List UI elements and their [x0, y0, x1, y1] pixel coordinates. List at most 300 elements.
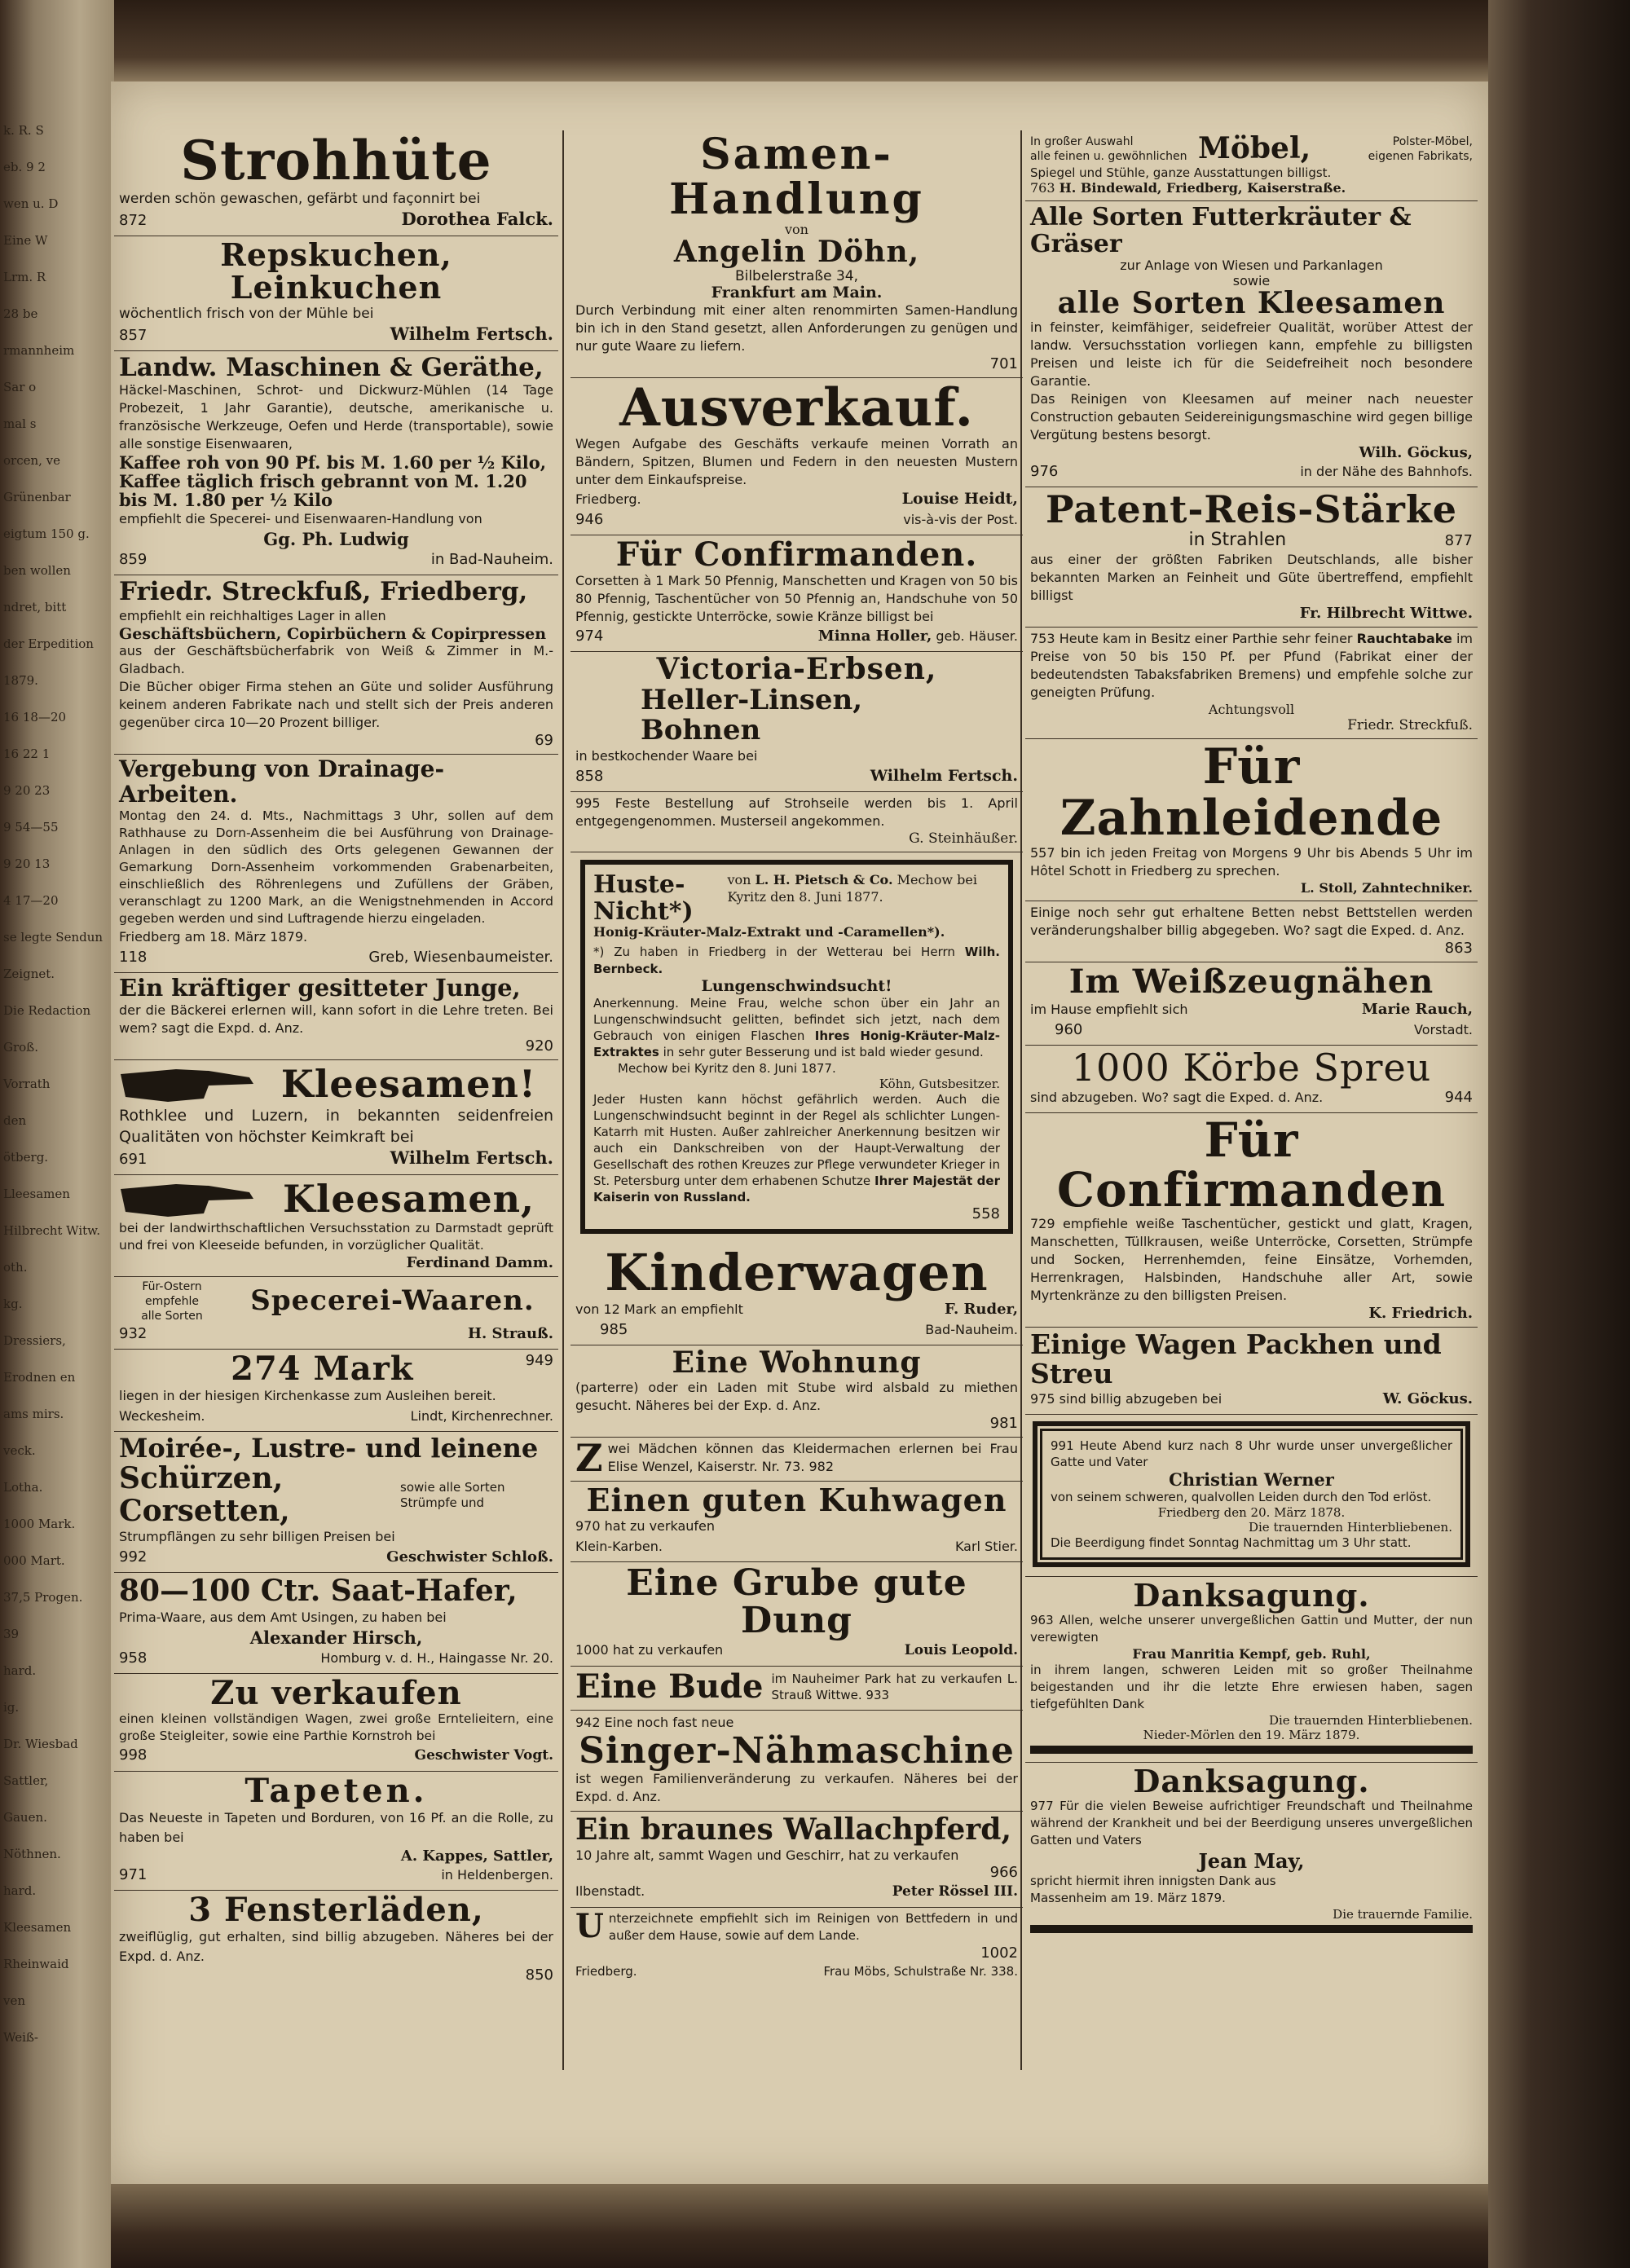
- ad-reis-staerke: [1025, 487, 1478, 627]
- ad-text: von 12 Mark an empfiehlt: [575, 1301, 743, 1318]
- ad-dung: [570, 1562, 1023, 1667]
- gutter-text-line: Eine W: [3, 233, 48, 248]
- gutter-text-line: ams mirs.: [3, 1407, 64, 1421]
- ad-title: Eine Wohnung: [672, 1345, 922, 1381]
- ad-place: Mechow bei Kyritz den 8. Juni 1877.: [727, 871, 977, 905]
- ad-number: 753: [1030, 630, 1055, 646]
- ad-tapeten: [114, 1772, 558, 1891]
- ad-number: 701: [989, 355, 1018, 372]
- ad-number: 872: [119, 212, 148, 230]
- ad-text: alle feinen u. gewöhnlichen: [1030, 149, 1187, 163]
- ad-highlight: Ihrer Majestät der Kaiserin von Russland.: [593, 1174, 1000, 1205]
- gutter-text-line: 9 20 13: [3, 857, 51, 871]
- ad-place: Friedberg den 20. März 1878.: [1157, 1505, 1346, 1521]
- gutter-text-line: 4 17—20: [3, 893, 59, 908]
- ad-title: Kleesamen!: [280, 1061, 537, 1106]
- ad-text: von seinem schweren, qualvollen Leiden durch den Tod erlöst.: [1051, 1490, 1432, 1505]
- gutter-text-line: Rheinwaid: [3, 1957, 69, 1971]
- ad-text: Eine noch fast neue: [604, 1715, 734, 1731]
- ad-streckfuss: [114, 575, 558, 755]
- ad-signature: K. Friedrich.: [1368, 1304, 1473, 1322]
- ad-text: einen kleinen vollständigen Wagen, zwei große Erntelieitern, eine große Steigleiter, sowie eine Parthie Kornstroh bei: [119, 1711, 553, 1743]
- ad-text: hat zu verkaufen: [612, 1642, 724, 1658]
- ad-wohnung: [570, 1345, 1023, 1438]
- gutter-text-line: Hilbrecht Witw.: [3, 1223, 100, 1238]
- ad-number: 970: [575, 1517, 601, 1534]
- ad-number: 932: [119, 1324, 148, 1342]
- gutter-text-line: Lleesamen: [3, 1187, 70, 1201]
- ad-place: Bad-Nauheim.: [925, 1322, 1018, 1338]
- gutter-text-line: eigtum 150 g.: [3, 526, 90, 541]
- ad-text: sowie: [1232, 272, 1271, 288]
- ad-text: Jeder Husten kann höchst gefährlich werden. Auch die Lungenschwindsucht beginnt in der Regel als schlichter Lungen-Katarrh mit Husten. Außer zahlreicher Anerkennung besitzen wir auch ein Dankschreiben von der Haupt-Verwaltung der Gesellschaft des rothen Kreuzes zur Pflege verwundeter Krieger in St. Petersburg unter dem erhabenen Schutze: [593, 1092, 1000, 1189]
- ad-title: Schürzen, Corsetten,: [119, 1461, 290, 1528]
- gutter-text-line: Gauen.: [3, 1810, 47, 1825]
- ad-text: sind abzugeben. Wo? sagt die Exped. d. Anz.: [1030, 1089, 1324, 1105]
- ad-title: Eine Bude: [575, 1667, 764, 1707]
- ad-number: 976: [1030, 463, 1059, 481]
- ad-signature: Ferdinand Damm.: [406, 1253, 553, 1271]
- gutter-text-line: den: [3, 1113, 27, 1128]
- ad-strohhuete: [114, 130, 558, 236]
- ad-text: in sehr guter Besserung und ist bald wieder gesund.: [663, 1045, 984, 1060]
- ad-signature: Minna Holler,: [817, 628, 932, 645]
- bottom-shadow: [111, 2184, 1488, 2268]
- ad-place: Friedberg.: [575, 491, 641, 508]
- ad-place: Nieder-Mörlen den 19. März 1879.: [1143, 1728, 1360, 1743]
- ad-initial: Z: [575, 1438, 603, 1481]
- ad-title: Kinderwagen: [605, 1244, 989, 1303]
- ad-number: 985: [600, 1321, 628, 1339]
- ad-title: Bohnen: [641, 714, 761, 747]
- ad-number: 69: [535, 732, 553, 750]
- ad-title: Huste-Nicht*): [593, 870, 694, 926]
- ad-name: Christian Werner: [1169, 1469, 1334, 1491]
- gutter-text-line: 39: [3, 1627, 20, 1641]
- ad-text: Einige noch sehr gut erhaltene Betten nebst Bettstellen werden veränderungshalber billig abgegeben. Wo? sagt die Exped. d. Anz.: [1030, 904, 1473, 938]
- ad-saathafer: [114, 1573, 558, 1674]
- ad-place: Homburg v. d. H., Haingasse Nr. 20.: [320, 1649, 553, 1666]
- ad-title: Heller-Linsen,: [641, 683, 863, 716]
- ad-title: Ein kräftiger gesitteter Junge,: [119, 974, 521, 1002]
- ad-text: nterzeichnete empfiehlt sich im Reinigen von Bettfedern in und außer dem Hause, sowie auf dem Lande.: [608, 1911, 1018, 1944]
- ad-title: 3 Fensterläden,: [188, 1890, 484, 1929]
- ad-signature: Frau Möbs, Schulstraße Nr. 338.: [823, 1964, 1018, 1980]
- gutter-text-line: kg.: [3, 1297, 23, 1311]
- ad-text: werden schön gewaschen, gefärbt und façonnirt bei: [119, 191, 481, 208]
- ad-title: Für Confirmanden: [1056, 1112, 1447, 1218]
- ad-firm: L. H. Pietsch & Co.: [755, 871, 893, 887]
- ad-signature: A. Kappes, Sattler,: [400, 1847, 553, 1865]
- ad-number: 944: [1444, 1088, 1473, 1106]
- divider: [1030, 1746, 1473, 1754]
- gutter-text-line: Nöthnen.: [3, 1847, 61, 1861]
- ad-number: 877: [1444, 531, 1473, 549]
- ad-huste-nicht: [570, 852, 1023, 1244]
- ad-product: Honig-Kräuter-Malz-Extrakt und -Caramellen*).: [593, 923, 945, 940]
- gutter-text-line: orcen, ve: [3, 453, 61, 468]
- gutter-text-line: Lrm. R: [3, 270, 46, 284]
- ad-text: im Preise von 50 bis 150 Pf. per Pfund (Fabrikat einer der bedeutendsten Tabaksfabriken Bremens) und empfehle solche zur geneigten Prüfung.: [1030, 630, 1473, 700]
- ad-number: 992: [119, 1548, 148, 1566]
- ad-title: Ein braunes Wallachpferd,: [575, 1812, 1011, 1847]
- ad-text: von: [785, 222, 808, 238]
- ad-text: empfiehlt die Specerei- und Eisenwaaren-Handlung von: [119, 511, 482, 527]
- ad-text: in feinster, keimfähiger, seidefreier Qualität, worüber Attest der landw. Versuchsstation vorliegen kann, empfehle zu billigsten Preisen und leiste ich für die Seidefreiheit noch besondere Garantie.: [1030, 319, 1473, 390]
- ad-address: Bilbelerstraße 34,: [734, 267, 859, 284]
- ad-place: Mechow bei Kyritz den 8. Juni 1877.: [618, 1061, 836, 1077]
- ad-singer: [570, 1711, 1023, 1812]
- ad-title: Victoria-Erbsen,: [656, 652, 937, 687]
- ad-signature: Greb, Wiesenbaumeister.: [368, 949, 553, 967]
- ad-title: Specerei-Waaren.: [250, 1284, 535, 1318]
- ad-signature: Köhn, Gutsbesitzer.: [879, 1077, 1000, 1092]
- ad-text: 10 Jahre alt, sammt Wagen und Geschirr, hat zu verkaufen: [575, 1847, 959, 1864]
- ad-wagen-packhen: [1025, 1328, 1478, 1416]
- ad-signature: Fr. Hilbrecht Wittwe.: [1299, 604, 1473, 622]
- ad-moebel: [1025, 130, 1478, 201]
- gutter-text-line: Zeignet.: [3, 967, 55, 981]
- ad-number: 977: [1030, 1799, 1054, 1814]
- gutter-text-line: Kleesamen: [3, 1920, 72, 1935]
- ad-text: bin ich jeden Freitag von Morgens 9 Uhr bis Abends 5 Uhr im Hôtel Schott in Friedberg zu sprechen.: [1030, 844, 1474, 879]
- ad-number: 850: [525, 1966, 553, 1984]
- ad-repskuchen: [114, 236, 558, 351]
- ad-zahnleidende: [1025, 739, 1478, 901]
- ad-maschinen: [114, 351, 558, 575]
- ad-moiree: [114, 1432, 558, 1573]
- ad-fensterladen: [114, 1891, 558, 1988]
- ad-text: von: [727, 871, 751, 887]
- ad-number: 975: [1030, 1391, 1055, 1407]
- ad-wallachpferd: [570, 1812, 1023, 1908]
- ad-name: Jean May,: [1198, 1849, 1305, 1874]
- ad-zu-verkaufen: [114, 1674, 558, 1772]
- ad-text: Feste Bestellung auf Strohseile werden bis 1. April entgegengenommen. Musterseil angekommen.: [575, 795, 1018, 829]
- gutter-text-line: 1879.: [3, 673, 38, 688]
- ad-signature: Lindt, Kirchenrechner.: [410, 1407, 553, 1424]
- ad-number: 763: [1030, 179, 1055, 196]
- ad-text: Prima-Waare, aus dem Amt Usingen, zu haben bei: [119, 1609, 447, 1625]
- ad-text: bei der landwirthschaftlichen Versuchsstation zu Darmstadt geprüft und frei von Kleeseide befunden, in vorzüglicher Qualität.: [119, 1220, 553, 1253]
- ad-number: 691: [119, 1150, 148, 1168]
- ad-text: Das Neueste in Tapeten und Borduren, von 16 Pf. an die Rolle, zu haben bei: [119, 1809, 553, 1845]
- ad-title: Ausverkauf.: [619, 377, 974, 438]
- ad-signature: Peter Rössel III.: [892, 1883, 1018, 1900]
- ad-signature: Wilhelm Fertsch.: [390, 324, 553, 345]
- ad-betten: [1025, 901, 1478, 962]
- ad-kinderwagen: [570, 1244, 1023, 1345]
- ad-text: Corsetten à 1 Mark 50 Pfennig, Manschetten und Kragen von 50 bis 80 Pfennig, Taschentücher von 50 Pfennig an, Handschuhe von 50 Pfennig, gestickte Unterröcke, sowie Kränze billigst bei: [575, 573, 1018, 625]
- gutter-text-line: se legte Sendun: [3, 930, 104, 945]
- column-rule: [562, 130, 564, 2070]
- ad-text: Durch Verbindung mit einer alten renommirten Samen-Handlung bin ich in den Stand gesetzt, allen Anforderungen zu genügen und nur gute Waare zu liefern.: [575, 302, 1018, 354]
- ad-number: 920: [525, 1037, 553, 1055]
- ad-frame: [1040, 1429, 1463, 1560]
- gutter-text-line: 9 20 23: [3, 783, 51, 798]
- ad-number: 963: [1030, 1613, 1054, 1628]
- ad-strohseile: [570, 792, 1023, 852]
- gutter-text-line: hard.: [3, 1663, 37, 1678]
- ad-text: In großer Auswahl: [1030, 134, 1134, 148]
- ad-text: aus einer der größten Fabriken Deutschlands, alle bisher bekannten Marken an Feinheit und Güte übertreffend, empfiehlt billigst: [1030, 551, 1473, 603]
- ad-number: 942: [575, 1715, 601, 1731]
- ad-text: Anerkennung. Meine Frau, welche schon über ein Jahr an Lungenschwindsucht gelitten, befindet sich jetzt, nach dem Gebrauch von einigen Flaschen: [593, 996, 1000, 1044]
- ad-place: Klein-Karben.: [575, 1538, 663, 1554]
- ad-title: Patent-Reis-Stärke: [1045, 487, 1458, 532]
- ad-name: Angelin Döhn,: [673, 235, 920, 270]
- ad-text: ist wegen Familienveränderung zu verkaufen. Näheres bei der Expd. d. Anz.: [575, 1771, 1018, 1805]
- ad-number: 998: [119, 1746, 148, 1764]
- ad-text: liegen in der hiesigen Kirchenkasse zum Ausleihen bereit.: [119, 1387, 496, 1403]
- ad-signature: H. Strauß.: [467, 1324, 553, 1342]
- ad-text: der die Bäckerei erlernen will, kann sofort in die Lehre treten. Bei wem? sagt die Expd. d. Anz.: [119, 1002, 553, 1036]
- ad-name: Frau Manritia Kempf, geb. Ruhl,: [1132, 1646, 1371, 1662]
- ad-title: Zu verkaufen: [210, 1673, 462, 1712]
- ad-text: hat zu verkaufen: [604, 1517, 716, 1534]
- ad-kleesamen-1: [114, 1060, 558, 1175]
- ad-signature: W. Göckus.: [1382, 1390, 1473, 1408]
- ad-signature: Alexander Hirsch,: [249, 1627, 423, 1648]
- ad-text: zur Anlage von Wiesen und Parkanlagen: [1120, 257, 1383, 273]
- ad-signature: Wilh. Göckus,: [1359, 444, 1473, 462]
- ad-danksagung-2: [1025, 1763, 1478, 1941]
- ad-text: Montag den 24. d. Mts., Nachmittags 3 Uhr, sollen auf dem Rathhause zu Dorn-Assenheim die bei Ausführung von Drainage-Anlagen in den südlich des Orts gelegenen Gewannen der Gemarkung Dorn-Assenheim vorkommenden Grabenarbeiten, einschließlich des Röhrenlegens und Zufüllens der Gräben, veranschlagt zu 1200 Mark, an die Wenigstnehmenden in Accord gegeben werden und sind Luftragende hierzu eingeladen.: [119, 808, 553, 927]
- ad-number: 958: [119, 1649, 148, 1667]
- ad-maedchen: [570, 1438, 1023, 1482]
- ad-number: 995: [575, 795, 601, 811]
- gutter-text-line: Sattler,: [3, 1773, 49, 1788]
- gutter-text-line: mal s: [3, 416, 37, 431]
- ad-text: geb. Häuser.: [936, 628, 1018, 645]
- gutter-text-line: Vorrath: [3, 1077, 51, 1091]
- ad-number: 857: [119, 327, 148, 345]
- ad-signature: Louise Heidt,: [901, 490, 1018, 509]
- ad-title: Für Zahnleidende: [1060, 738, 1443, 847]
- ad-title: Leinkuchen: [230, 269, 443, 306]
- ad-confirmanden-2: [1025, 1113, 1478, 1328]
- ad-text: Die trauernde Familie.: [1333, 1907, 1473, 1922]
- gutter-text-line: hard.: [3, 1883, 37, 1898]
- column-middle: [570, 130, 1023, 2086]
- ad-text: empfiehlt ein reichhaltiges Lager in allen: [119, 607, 386, 623]
- ad-danksagung-1: [1025, 1577, 1478, 1763]
- ad-title: Vergebung von Drainage-Arbeiten.: [119, 755, 445, 808]
- ad-place: Weckesheim.: [119, 1407, 205, 1424]
- ad-title: alle Sorten Kleesamen: [1057, 285, 1446, 320]
- ad-number: 863: [1444, 939, 1473, 957]
- ad-title: 1000 Körbe Spreu: [1071, 1045, 1432, 1090]
- ad-title: Danksagung.: [1133, 1577, 1370, 1614]
- gutter-text-line: k. R. S: [3, 123, 44, 138]
- ad-title: Im Weißzeugnähen: [1068, 962, 1434, 1001]
- ad-number: 729: [1030, 1215, 1055, 1231]
- ad-bettfedern: [570, 1908, 1023, 1987]
- ad-number: 557: [1030, 844, 1055, 861]
- ad-text: empfiehle weiße Taschentücher, gestickt und glatt, Kragen, Manschetten, Tüllkrausen, weiße Unterröcke, Corsetten, Strümpfe und Socken, Herrenhemden, feine Einsätze, Vorhemden, Herrenkragen, Halsbinden, Handschuhe aller Art, sowie Myrtenkränze zu den billigsten Preisen.: [1030, 1215, 1474, 1303]
- ad-text: Häckel-Maschinen, Schrot- und Dickwurz-Mühlen (14 Tage Probezeit, 1 Jahr Garantie), deutsche, amerikanische u. französische Werkzeuge, Oefen und Herde (transportable), sowie alle sonstige Eisenwaaren,: [119, 382, 553, 452]
- ad-text: in ihrem langen, schweren Leiden mit so großer Theilnahme beigestanden und ihr die letzte Ehre erwiesen haben, sagen tiefgefühlten Dank: [1030, 1662, 1473, 1712]
- ad-text: in bestkochender Waare bei: [575, 747, 758, 764]
- ad-highlight: Kaffee täglich frisch gebrannt von M. 1.20 bis M. 1.80 per ½ Kilo: [119, 471, 527, 511]
- ad-address: Frankfurt am Main.: [711, 283, 883, 302]
- ad-place: in der Nähe des Bahnhofs.: [1300, 464, 1473, 480]
- ad-number: 118: [119, 949, 148, 967]
- gutter-text-line: ndret, bitt: [3, 600, 67, 614]
- ad-place: Friedberg am 18. März 1879.: [119, 929, 308, 945]
- ad-signature: Dorothea Falck.: [401, 209, 553, 230]
- ad-number: 960: [1055, 1020, 1083, 1038]
- gutter-text-line: Sar o: [3, 380, 37, 394]
- gutter-text-line: oth.: [3, 1260, 28, 1275]
- ad-text: Achtungsvoll: [1208, 701, 1295, 717]
- gutter-text-line: ven: [3, 1993, 26, 2008]
- ad-text: Die trauernden Hinterbliebenen.: [1248, 1520, 1452, 1535]
- ad-number: 949: [525, 1351, 553, 1369]
- gutter-text-line: 000 Mart.: [3, 1553, 65, 1568]
- ad-signature: Karl Stier.: [954, 1538, 1018, 1554]
- ad-number: 991: [1051, 1438, 1074, 1454]
- gutter-text-line: Dr. Wiesbad: [3, 1737, 78, 1751]
- ad-text: im Nauheimer Park hat zu verkaufen L. Strauß Wittwe.: [771, 1671, 1018, 1703]
- ad-title: Moirée-, Lustre- und leinene: [119, 1432, 539, 1464]
- ad-signature: Geschwister Schloß.: [386, 1548, 553, 1566]
- gutter-text-line: wen u. D: [3, 196, 59, 211]
- ad-place: Vorstadt.: [1414, 1021, 1473, 1037]
- ad-number: 1002: [980, 1944, 1018, 1962]
- gutter-text-line: ig.: [3, 1700, 20, 1715]
- ad-number: 1000: [575, 1642, 609, 1658]
- ad-ausverkauf: [570, 378, 1023, 535]
- ad-specerei: [114, 1277, 558, 1350]
- ad-title: Einen guten Kuhwagen: [586, 1482, 1007, 1519]
- ad-number: 858: [575, 767, 604, 785]
- ad-title: Kleesamen,: [282, 1176, 535, 1221]
- ad-highlight: Rauchtabake: [1356, 630, 1452, 646]
- ad-text: Die Beerdigung findet Sonntag Nachmittag um 3 Uhr statt.: [1051, 1535, 1412, 1551]
- ad-highlight: Kaffee roh von 90 Pf. bis M. 1.60 per ½ Kilo,: [119, 452, 547, 473]
- ad-text: Für die vielen Beweise aufrichtiger Freundschaft und Theilnahme während der Krankheit und bei der Beerdigung unseres unvergeßlichen Gatten und Vaters: [1030, 1799, 1473, 1848]
- gutter-text-line: Dressiers,: [3, 1333, 66, 1348]
- ad-title: 274 Mark: [231, 1349, 414, 1388]
- gutter-text-line: rmannheim: [3, 343, 75, 358]
- ad-title: Tapeten.: [244, 1771, 428, 1810]
- column-right: [1025, 130, 1478, 2086]
- gutter-text-line: 9 54—55: [3, 820, 59, 835]
- gutter-text-line: 28 be: [3, 306, 38, 321]
- gutter-text-line: 16 22 1: [3, 746, 51, 761]
- ad-bude: [570, 1667, 1023, 1711]
- gutter-text-line: der Erpedition: [3, 636, 94, 651]
- ad-signature: Wilhelm Fertsch.: [870, 766, 1018, 785]
- ad-signature: L. Stoll, Zahntechniker.: [1300, 879, 1473, 896]
- ad-place: Friedberg.: [575, 1964, 637, 1980]
- ad-todesanzeige: [1025, 1415, 1478, 1577]
- ad-text: Für-Ostern empfehle: [142, 1279, 202, 1308]
- ad-title: Möbel,: [1198, 131, 1311, 165]
- ad-text: Heute kam in Besitz einer Parthie sehr feiner: [1059, 630, 1353, 646]
- ad-signature: Wilhelm Fertsch.: [390, 1147, 553, 1168]
- ad-title: Repskuchen,: [220, 236, 452, 274]
- ad-text: spricht hiermit ihren innigsten Dank aus: [1030, 1874, 1276, 1889]
- ad-number: 558: [971, 1205, 1000, 1223]
- ad-victoria: [570, 652, 1023, 792]
- ad-drainage: [114, 755, 558, 973]
- ad-number: 971: [119, 1865, 148, 1883]
- ad-place: Ilbenstadt.: [575, 1883, 645, 1900]
- column-left: [114, 130, 558, 2086]
- pointing-hand-icon: [119, 1063, 258, 1105]
- ad-signature: F. Ruder,: [944, 1301, 1018, 1319]
- gutter-text-line: ötberg.: [3, 1150, 49, 1165]
- ad-agent: Wilh. Bernbeck.: [593, 945, 1000, 977]
- ad-place: in Bad-Nauheim.: [430, 551, 553, 569]
- gutter-text-line: Groß.: [3, 1040, 38, 1055]
- ad-signature: Gg. Ph. Ludwig: [263, 529, 409, 550]
- ad-title: 80—100 Ctr. Saat-Hafer,: [119, 1574, 518, 1609]
- ad-text: alle Sorten: [141, 1309, 203, 1323]
- ad-title: Danksagung.: [1133, 1763, 1370, 1800]
- ad-text: sind billig abzugeben bei: [1059, 1391, 1222, 1407]
- ad-samen-handlung: [570, 130, 1023, 378]
- ad-kuhwagen: [570, 1482, 1023, 1562]
- divider: [1030, 1925, 1473, 1933]
- ad-text: aus der Geschäftsbücherfabrik von Weiß & Zimmer in M.-Gladbach.: [119, 643, 553, 677]
- ad-heading: Lungenschwindsucht!: [701, 977, 892, 996]
- ad-frame: [580, 860, 1013, 1234]
- ad-place: in Heldenbergen.: [441, 1866, 553, 1883]
- ad-futterkraeuter: [1025, 201, 1478, 488]
- ad-text: im Hause empfiehlt sich: [1030, 1001, 1188, 1017]
- ad-text: Das Reinigen von Kleesamen auf meiner nach neuester Construction gebauten Seidereinigungsmaschine wird gegen billige Vergütung bestens besorgt.: [1030, 391, 1473, 443]
- ad-number: 946: [575, 511, 604, 529]
- gutter-text-line: 16 18—20: [3, 710, 67, 724]
- ad-text: Heute Abend kurz nach 8 Uhr wurde unser unvergeßlicher Gatte und Vater: [1051, 1438, 1452, 1470]
- ad-title: Für Confirmanden.: [615, 535, 978, 575]
- ad-highlight: Geschäftsbüchern, Copirbüchern & Copirpressen: [119, 624, 547, 643]
- ad-title: Eine Grube gute Dung: [626, 1561, 967, 1642]
- top-shadow: [111, 0, 1488, 81]
- ad-text: wöchentlich frisch von der Mühle bei: [119, 306, 374, 323]
- ad-title: Singer-Nähmaschine: [579, 1730, 1015, 1773]
- ad-text: eigenen Fabrikats,: [1368, 149, 1473, 163]
- ad-number: 982: [808, 1459, 835, 1475]
- ad-title: Alle Sorten Futterkräuter & Gräser: [1030, 202, 1412, 258]
- ad-signature: Louis Leopold.: [904, 1642, 1018, 1659]
- ad-signature: Marie Rauch,: [1361, 1000, 1473, 1018]
- ad-number: 966: [989, 1864, 1018, 1882]
- ad-text: Die trauernden Hinterbliebenen.: [1268, 1713, 1473, 1729]
- gutter-text-line: 37,5 Progen.: [3, 1590, 83, 1605]
- ad-text: Allen, welche unserer unvergeßlichen Gattin und Mutter, der nun verewigten: [1030, 1613, 1473, 1645]
- ad-weisszeug: [1025, 962, 1478, 1046]
- ad-number: 981: [989, 1415, 1018, 1433]
- gutter-text-line: ben wollen: [3, 563, 71, 578]
- ad-signature: Friedr. Streckfuß.: [1347, 716, 1473, 733]
- ad-number: 974: [575, 628, 604, 645]
- gutter-text-line: 1000 Mark.: [3, 1517, 76, 1531]
- ad-text: zweiflüglig, gut erhalten, sind billig abzugeben. Näheres bei der Expd. d. Anz.: [119, 1928, 553, 1964]
- pointing-hand-icon: [119, 1178, 258, 1220]
- ad-text: *) Zu haben in Friedberg in der Wetterau bei Herrn: [593, 945, 955, 960]
- gutter-text-line: Weiß-: [3, 2030, 38, 2045]
- ad-subtitle: in Strahlen: [1188, 529, 1287, 550]
- ad-title: Landw. Maschinen & Geräthe,: [119, 353, 544, 383]
- ad-text: sowie alle Sorten Strümpfe und: [400, 1479, 505, 1510]
- ad-text: Polster-Möbel,: [1392, 134, 1473, 148]
- ad-text: Strumpflängen zu sehr billigen Preisen bei: [119, 1529, 395, 1545]
- gutter-text-line: Erodnen en: [3, 1370, 76, 1385]
